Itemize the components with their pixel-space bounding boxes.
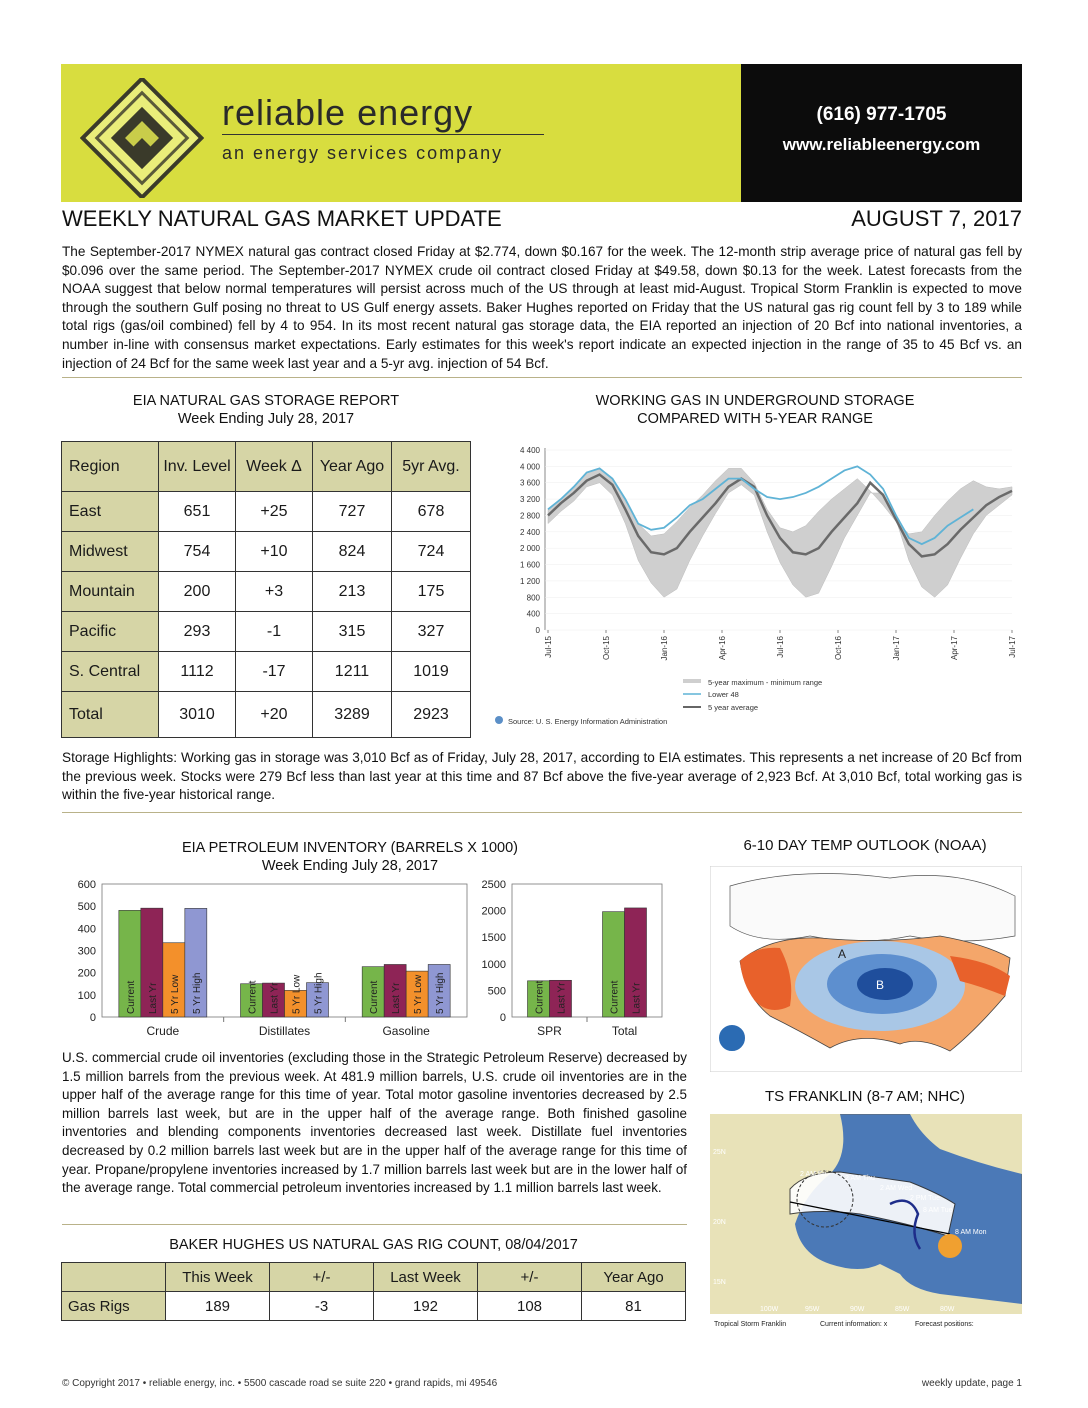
y-tick-label: 800 <box>526 593 540 603</box>
table-cell: 824 <box>313 532 392 572</box>
x-tick-label: Jul-16 <box>776 636 785 658</box>
petroleum-commentary: U.S. commercial crude oil inventories (excluding those in the Strategic Petroleum Reserve) decreased by 1.5 million barrels from the previous week. At 481.9 million barrels, U.S. crude oil inventories are in the upper half of the average range for this time of year. Total motor gasoline inventories decreased by 2.5 million barrels last week, but are in the upper half of the average range. Both finished gasoline inventories and blending components inventories decreased last week. Distillate fuel inventories decreased by 0.2 million barrels last week but are in the upper half of the average range for this time of year. Propane/propylene inventories increased by 1.7 million barrels last week but are in the lower half of the average range. Total commercial petroleum inventories increased by 1.1 million barrels last week. <box>62 1050 687 1196</box>
lat-label: 25N <box>713 1149 726 1156</box>
table-cell: 81 <box>582 1292 686 1321</box>
table-cell: Pacific <box>62 612 159 652</box>
position-label: 2 AM Fri <box>800 1171 827 1178</box>
bar-series-label: Last Yr <box>147 982 159 1014</box>
table-header-cell <box>62 1263 166 1292</box>
table-cell: 1211 <box>313 652 392 692</box>
table-cell: 724 <box>392 532 471 572</box>
y-tick-label: 2 000 <box>519 544 540 554</box>
bar-series-label: 5 Yr High <box>435 972 447 1014</box>
rig-count-table <box>61 1262 686 1321</box>
position-label: 2 PM Tue <box>910 1195 940 1202</box>
y-tick-label: 0 <box>89 1012 96 1024</box>
table-cell: 213 <box>313 572 392 612</box>
bar-series-label: 5 Yr Low <box>413 974 425 1014</box>
bar-series-label: 5 Yr Low <box>291 974 303 1014</box>
category-label: SPR <box>537 1024 562 1038</box>
bar-series-label: Last Yr <box>391 982 403 1014</box>
bar-series-label: Current <box>247 980 259 1014</box>
bar-series-label: Current <box>125 980 137 1014</box>
storm-position <box>938 1234 962 1258</box>
y-tick-label: 100 <box>77 989 96 1002</box>
y-tick-label: 4 000 <box>519 462 540 472</box>
divider <box>62 1224 687 1225</box>
table-cell: +3 <box>236 572 313 612</box>
y-tick-label: 400 <box>77 923 96 936</box>
lon-label: 85W <box>895 1306 910 1313</box>
table-cell: Gas Rigs <box>62 1292 166 1321</box>
table-row <box>62 612 471 652</box>
table-header-cell: Inv. Level <box>159 442 236 492</box>
map-caption: Tropical Storm Franklin <box>714 1321 787 1328</box>
table-cell: 1112 <box>159 652 236 692</box>
lon-label: 100W <box>760 1306 779 1313</box>
storage-table <box>61 441 471 738</box>
y-tick-label: 2 800 <box>519 511 540 521</box>
table-header-cell: +/- <box>270 1263 374 1292</box>
working-gas-title: WORKING GAS IN UNDERGROUND STORAGE COMPARED WITH 5-YEAR RANGE <box>595 393 915 427</box>
map-label-b: B <box>876 978 885 992</box>
website-link[interactable]: www.reliableenergy.com <box>782 135 981 154</box>
bar-series-label: Current <box>369 980 381 1014</box>
canada-outline <box>730 874 1015 942</box>
table-cell: 175 <box>392 572 471 612</box>
table-cell: 651 <box>159 492 236 532</box>
y-tick-label: 4 400 <box>519 446 540 455</box>
category-label: Distillates <box>258 1024 311 1038</box>
table-header-cell: +/- <box>478 1263 582 1292</box>
header-contact-panel <box>741 64 1022 202</box>
brand-name: reliable energy <box>222 92 474 133</box>
legend-swatch-range <box>683 679 701 683</box>
reliable-energy-logo-icon <box>80 78 204 198</box>
y-tick-label: 1500 <box>481 932 506 945</box>
legend-label: 5 year average <box>708 703 759 712</box>
table-cell: 1019 <box>392 652 471 692</box>
bar-series-label: Last Yr <box>556 982 568 1014</box>
coolest-region <box>857 968 913 1000</box>
table-cell: 293 <box>159 612 236 652</box>
market-summary: The September-2017 NYMEX natural gas contract closed Friday at $2.774, down $0.167 for the week. The 12-month strip average price of natural gas fell by $0.096 over the same period. The September-2017 NYMEX crude oil contract closed Friday at $49.58, down $0.13 for the week. Latest forecasts from the NOAA suggest that below normal temperatures will persist across much of the US through at least mid-August. Tropical Storm Franklin is expected to move through the southern Gulf posing no threat to US Gulf energy assets. Baker Hughes reported on Friday that the US natural gas rig count fell by 3 to 189 while total rigs (gas/oil combined) fell by 4 to 954. In its most recent natural gas storage data, the EIA reported an injection of 20 Bcf into national inventories, a number in-line with consensus market expectations. Early estimates for this week's report indicate an expected injection in the range of 35 to 45 Bcf vs. an injection of 24 Bcf for the same week last year and a 5-yr avg. injection of 54 Bcf. <box>62 244 1022 371</box>
table-row <box>62 1292 686 1321</box>
temp-outlook-title: 6-10 DAY TEMP OUTLOOK (NOAA) <box>743 837 987 854</box>
table-header-cell: Year Ago <box>582 1263 686 1292</box>
table-cell: 3289 <box>313 692 392 738</box>
y-tick-label: 1000 <box>481 958 506 971</box>
table-row <box>62 532 471 572</box>
petroleum-title: EIA PETROLEUM INVENTORY (BARRELS X 1000) Week Ending July 28, 2017 <box>181 840 519 874</box>
table-cell: 315 <box>313 612 392 652</box>
table-cell: S. Central <box>62 652 159 692</box>
table-cell: -17 <box>236 652 313 692</box>
legend-label: Lower 48 <box>708 690 739 699</box>
y-tick-label: 500 <box>487 985 506 998</box>
table-header-row <box>62 1263 686 1292</box>
table-row <box>62 652 471 692</box>
eia-logo-icon <box>495 716 503 724</box>
y-tick-label: 200 <box>77 967 96 980</box>
table-cell: Total <box>62 692 159 738</box>
bar-series-label: 5 Yr Low <box>169 974 181 1014</box>
page-title: WEEKLY NATURAL GAS MARKET UPDATE <box>62 206 502 231</box>
bar-series-label: 5 Yr High <box>313 972 325 1014</box>
table-cell: +20 <box>236 692 313 738</box>
lon-label: 80W <box>940 1306 955 1313</box>
table-cell: 200 <box>159 572 236 612</box>
ts-franklin-map <box>710 1114 1022 1334</box>
lon-label: 95W <box>805 1306 820 1313</box>
x-tick-label: Jul-17 <box>1008 636 1017 658</box>
table-cell: +10 <box>236 532 313 572</box>
working-gas-chart <box>490 438 1022 738</box>
x-tick-label: Oct-16 <box>834 636 843 661</box>
ts-franklin-title: TS FRANKLIN (8-7 AM; NHC) <box>764 1088 966 1105</box>
table-cell: +25 <box>236 492 313 532</box>
noaa-logo-icon <box>718 1024 746 1052</box>
position-label: 2 AM Thu <box>845 1175 875 1182</box>
chart-source: Source: U. S. Energy Information Administration <box>508 717 668 726</box>
y-tick-label: 500 <box>77 901 96 914</box>
storage-highlights: Storage Highlights: Working gas in storage was 3,010 Bcf as of Friday, July 28, 2017, according to EIA estimates. This represents a net increase of 20 Bcf from the previous week. Stocks were 279 Bcf less than last year at this time and 87 Bcf above the five-year average of 2,923 Bcf. At 3,010 Bcf, total working gas is within the five-year historical range. <box>62 750 1022 803</box>
x-tick-label: Jul-15 <box>544 636 553 658</box>
table-cell: 189 <box>166 1292 270 1321</box>
table-row <box>62 572 471 612</box>
divider <box>62 812 1022 813</box>
brand-tagline: an energy services company <box>222 143 504 163</box>
lat-label: 15N <box>713 1279 726 1286</box>
lat-label: 20N <box>713 1219 726 1226</box>
y-tick-label: 600 <box>77 879 96 891</box>
table-cell: East <box>62 492 159 532</box>
table-cell: Midwest <box>62 532 159 572</box>
table-cell: Mountain <box>62 572 159 612</box>
table-cell: 327 <box>392 612 471 652</box>
footer-copyright: © Copyright 2017 • reliable energy, inc. • 5500 cascade road se suite 220 • grand rapids, mi 49546 <box>62 1378 498 1389</box>
y-tick-label: 0 <box>535 626 540 635</box>
y-tick-label: 1 200 <box>519 576 540 586</box>
y-tick-label: 2000 <box>481 905 506 918</box>
bar-series-label: Last Yr <box>269 982 281 1014</box>
table-cell: -1 <box>236 612 313 652</box>
storage-report-title: EIA NATURAL GAS STORAGE REPORT Week Ending July 28, 2017 <box>132 393 400 427</box>
table-cell: 754 <box>159 532 236 572</box>
divider <box>62 377 1022 378</box>
category-label: Crude <box>146 1024 180 1038</box>
lon-label: 90W <box>850 1306 865 1313</box>
table-cell: 678 <box>392 492 471 532</box>
table-row <box>62 692 471 738</box>
y-tick-label: 1 600 <box>519 560 540 570</box>
position-label: 8 AM Mon <box>955 1229 987 1236</box>
phone-number: (616) 977-1705 <box>816 104 947 125</box>
y-tick-label: 3 600 <box>519 478 540 488</box>
x-tick-label: Apr-17 <box>950 636 959 661</box>
table-header-cell: 5yr Avg. <box>392 442 471 492</box>
table-header-cell: This Week <box>166 1263 270 1292</box>
table-cell: 3010 <box>159 692 236 738</box>
report-date: AUGUST 7, 2017 <box>851 206 1022 231</box>
table-header-cell: Year Ago <box>313 442 392 492</box>
category-label: Total <box>611 1024 638 1038</box>
y-tick-label: 400 <box>526 609 540 619</box>
y-tick-label: 2 400 <box>519 527 540 537</box>
y-tick-label: 0 <box>499 1012 506 1024</box>
table-header-row <box>62 442 471 492</box>
legend-label: 5-year maximum - minimum range <box>708 678 823 687</box>
map-caption: Current information: x <box>820 1321 888 1328</box>
table-header-cell: Last Week <box>374 1263 478 1292</box>
temp-outlook-map <box>710 866 1022 1072</box>
position-label: 2 AM Wed <box>880 1185 913 1192</box>
y-tick-label: 300 <box>77 945 96 958</box>
x-tick-label: Apr-16 <box>718 636 727 661</box>
bar-series-label: 5 Yr High <box>191 972 203 1014</box>
y-tick-label: 3 200 <box>519 495 540 505</box>
table-header-cell: Region <box>62 442 159 492</box>
table-header-cell: Week Δ <box>236 442 313 492</box>
x-tick-label: Oct-15 <box>602 636 611 661</box>
category-label: Gasoline <box>382 1024 430 1038</box>
map-label-a: A <box>838 947 847 961</box>
rig-count-title: BAKER HUGHES US NATURAL GAS RIG COUNT, 08/04/2017 <box>169 1237 578 1253</box>
x-tick-label: Jan-16 <box>660 636 669 661</box>
table-row <box>62 492 471 532</box>
petroleum-inventory-chart <box>62 876 668 1040</box>
bar-series-label: Current <box>534 980 546 1014</box>
table-cell: 192 <box>374 1292 478 1321</box>
position-label: 8 AM Tue <box>923 1207 953 1214</box>
footer-page: weekly update, page 1 <box>921 1378 1022 1389</box>
y-tick-label: 2500 <box>481 879 506 891</box>
chart-legend <box>683 678 822 712</box>
table-cell: 727 <box>313 492 392 532</box>
bar-series-label: Last Yr <box>631 982 643 1014</box>
brand-divider <box>222 134 544 135</box>
map-caption: Forecast positions: <box>915 1321 974 1328</box>
bar-series-label: Current <box>609 980 621 1014</box>
x-tick-label: Jan-17 <box>892 636 901 661</box>
table-cell: -3 <box>270 1292 374 1321</box>
table-cell: 108 <box>478 1292 582 1321</box>
table-cell: 2923 <box>392 692 471 738</box>
